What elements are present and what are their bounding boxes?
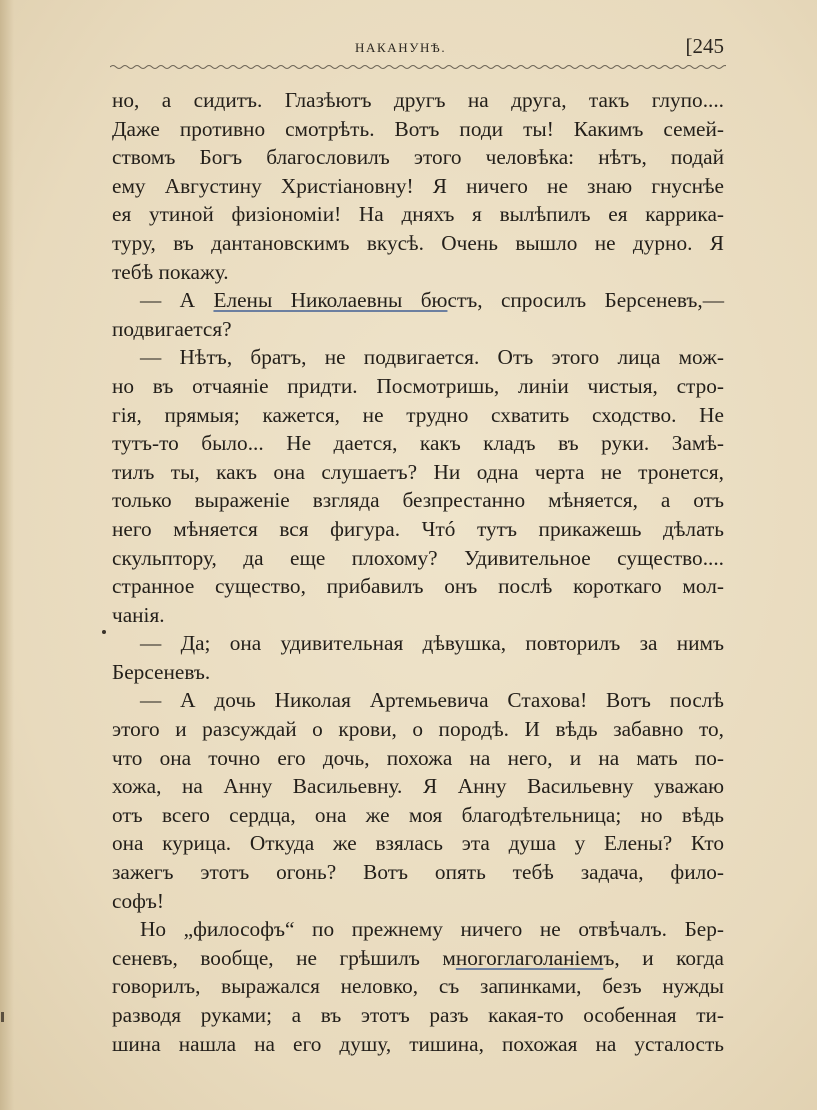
text-line: но въ отчаяніе придти. Посмотришь, линіи чистыя, стро- [112,373,724,398]
text-line: тебѣ покажу. [112,259,229,284]
text-line: только выраженіе взгляда безпрестанно мѣняется, а отъ [112,488,724,513]
text-line: — Нѣтъ, братъ, не подвигается. Отъ этого лица мож- [140,345,724,370]
running-title: НАКАНУНѢ. [355,40,447,55]
text-line: — А Елены Николаевны бюстъ, спросилъ Берсеневъ,— [140,288,724,313]
text-line: ему Августину Христіановну! Я ничего не знаю гнуснѣе [112,173,724,198]
text-line: ея утиной физіономіи! На дняхъ я вылѣпилъ ея каррика- [112,202,724,227]
text-line: чанія. [112,602,165,627]
text-line: шина нашла на его душу, тишина, похожая на усталость [112,1031,724,1056]
page-number: [245 [685,34,724,58]
text-line: него мѣняется вся фигура. Чтó тутъ прикажешь дѣлать [112,516,724,541]
text-line: говорилъ, выражался неловко, съ запинками, безъ нужды [112,974,724,999]
text-line: разводя руками; а въ этотъ разъ какая-то особенная ти- [112,1003,724,1027]
page-header [110,36,724,66]
text-line: тилъ ты, какъ она слушаетъ? Ни одна черта не тронется, [112,459,724,484]
margin-mark [1,1012,4,1022]
text-line: туру, въ дантановскимъ вкусѣ. Очень вышло не дурно. Я [112,230,724,255]
text-line: Но „философъ“ по прежнему ничего не отвѣчалъ. Бер- [140,917,724,942]
text-line: тутъ-то было... Не дается, какъ кладъ въ руки. Замѣ- [112,431,724,456]
text-line: скульптору, да еще плохому? Удивительное существо.... [112,545,724,570]
text-line: — Да; она удивительная дѣвушка, повторилъ за нимъ [140,631,724,656]
text-line: что она точно его дочь, похожа на него, и на мать по- [112,745,724,770]
text-line: но, а сидитъ. Глазѣютъ другъ на друга, такъ глупо.... [112,88,724,112]
text-body [112,86,724,1058]
text-line: гія, прямыя; кажется, не трудно схватить сходство. Не [112,402,724,427]
binding-shadow [0,0,14,1110]
margin-dot [102,630,106,634]
text-line: Берсеневъ. [112,659,211,684]
text-line: ствомъ Богъ благословилъ этого человѣка: нѣтъ, подай [112,145,724,170]
text-line: этого и разсуждай о крови, о породѣ. И вѣдь забавно то, [112,717,724,742]
text-line: зажегъ этотъ огонь? Вотъ опять тебѣ задача, фило- [112,860,724,885]
text-line: сеневъ, вообще, не грѣшилъ многоглаголаніемъ, и когда [112,945,724,970]
text-line: отъ всего сердца, она же моя благодѣтельница; но вѣдь [112,802,724,827]
header-wavy-rule [110,63,726,71]
text-line: странное существо, прибавилъ онъ послѣ короткаго мол- [112,574,724,599]
text-line: она курица. Откуда же взялась эта душа у Елены? Кто [112,831,724,856]
text-line: — А дочь Николая Артемьевича Стахова! Вотъ послѣ [140,688,724,713]
text-line: софъ! [112,888,165,913]
text-line: Даже противно смотрѣть. Вотъ поди ты! Какимъ семей- [112,116,724,141]
text-line: хожа, на Анну Васильевну. Я Анну Васильевну уважаю [112,774,724,799]
underlined-phrase: ногоглаголаніем [455,945,604,970]
text-line: подвигается? [112,316,232,341]
underlined-phrase: Елены Николаевны бю [213,288,448,313]
